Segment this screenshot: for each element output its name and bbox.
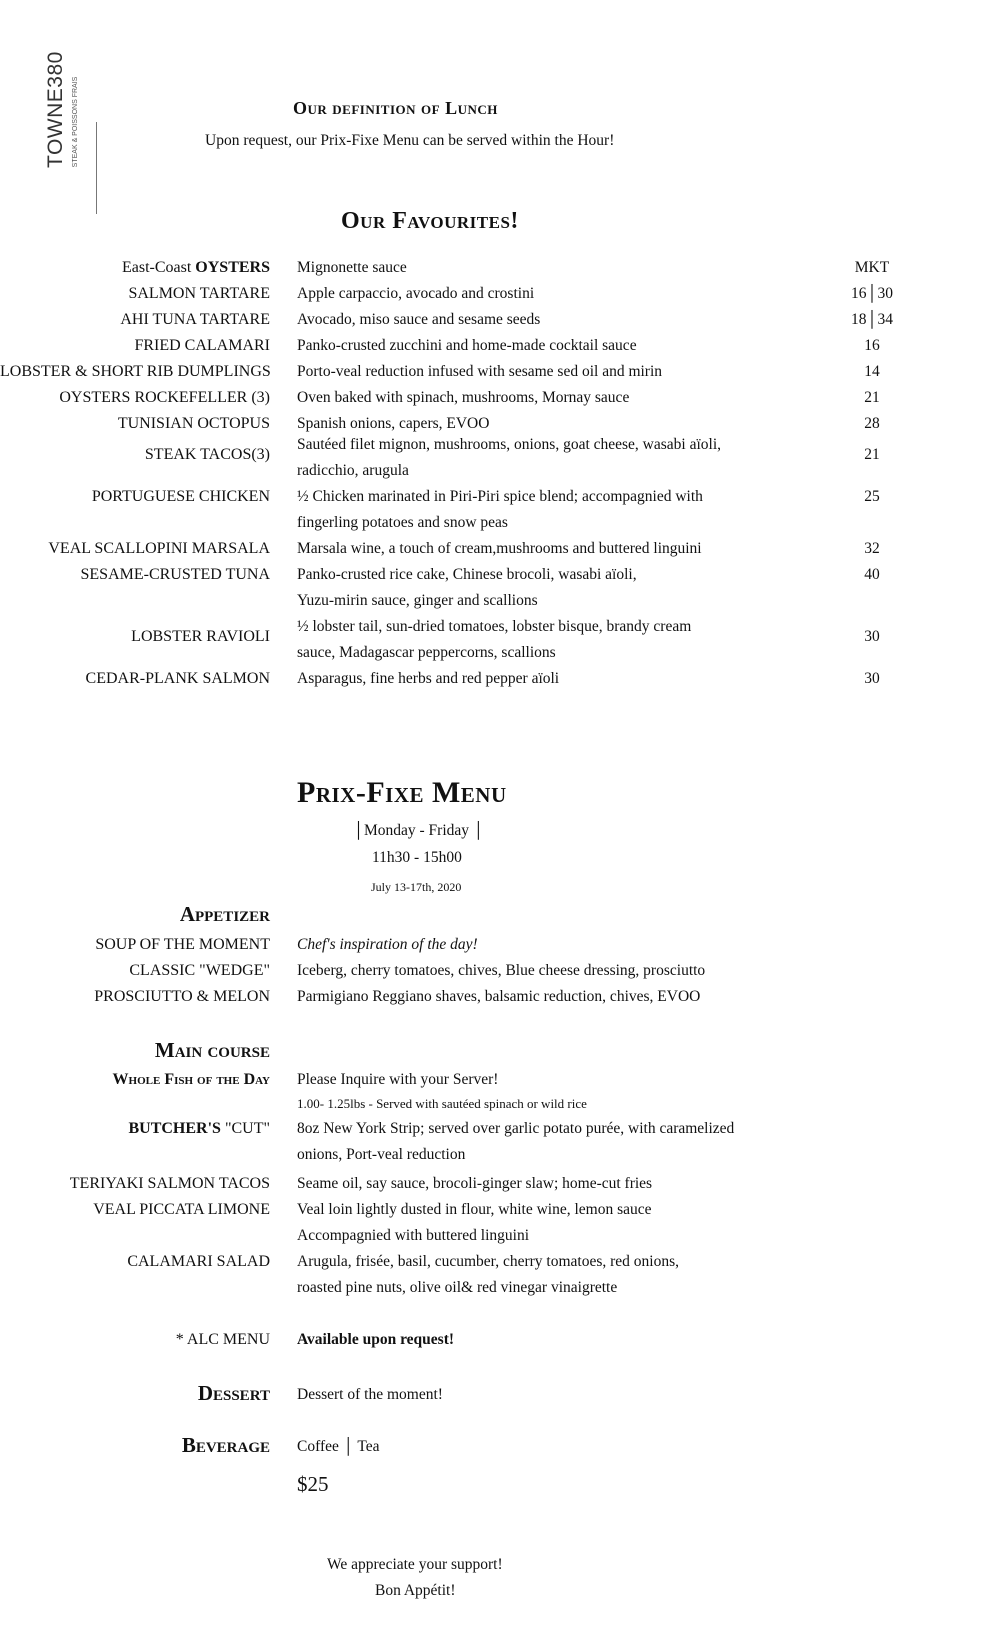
favourite-item-price: 25	[864, 488, 880, 505]
favourite-item-name: TUNISIAN OCTOPUS	[117, 415, 270, 432]
favourite-item-price: 16│30	[851, 285, 893, 302]
favourite-item-desc: Panko-crusted rice cake, Chinese brocoli, wasabi aïoli,	[297, 566, 637, 583]
favourite-item-desc-2: sauce, Madagascar peppercorns, scallions	[297, 644, 556, 661]
appetizer-item-1-name: SOUP OF THE MOMENT	[95, 936, 270, 953]
calamari-salad-desc: Arugula, frisée, basil, cucumber, cherry tomatoes, red onions,	[297, 1253, 680, 1270]
favourite-item-desc: ½ Chicken marinated in Piri-Piri spice blend; accompagnied with	[297, 488, 703, 505]
fish-of-day-name: Whole Fish of the Day	[112, 1071, 270, 1088]
butcher-cut-label: "CUT"	[224, 1120, 270, 1137]
prix-fixe-days: │Monday - Friday │	[353, 822, 484, 839]
favourite-item-desc-2: fingerling potatoes and snow peas	[297, 514, 508, 531]
restaurant-logo	[44, 51, 114, 214]
prix-fixe-dates: July 13-17th, 2020	[371, 880, 462, 894]
veal-piccata-desc-2: Accompagnied with buttered linguini	[297, 1227, 530, 1244]
appetizer-item-1-desc: Chef's inspiration of the day!	[297, 936, 478, 953]
dessert-heading: Dessert	[197, 1381, 270, 1405]
calamari-salad-name: CALAMARI SALAD	[127, 1253, 270, 1270]
favourite-item-name: LOBSTER & SHORT RIB DUMPLINGS	[0, 363, 271, 380]
butcher-cut-name	[0, 1120, 270, 1138]
favourite-item-price: 16	[864, 337, 880, 354]
favourite-item-price: 30	[864, 628, 880, 645]
favourite-item-desc: Spanish onions, capers, EVOO	[297, 415, 490, 432]
butcher-cut-desc-2: onions, Port-veal reduction	[297, 1146, 466, 1163]
favourite-item-desc: Avocado, miso sauce and sesame seeds	[297, 311, 541, 328]
favourite-item-price: 32	[864, 540, 880, 557]
favourite-item-desc: Mignonette sauce	[297, 259, 407, 276]
favourite-item-name: FRIED CALAMARI	[134, 337, 270, 354]
footer-thanks: We appreciate your support!	[327, 1556, 503, 1573]
oysters-label: OYSTERS	[195, 259, 270, 276]
butcher-label: BUTCHER'S	[128, 1120, 221, 1137]
logo-divider	[96, 122, 97, 214]
favourite-item-desc-2: Yuzu-mirin sauce, ginger and scallions	[297, 592, 538, 609]
main-course-heading: Main course	[154, 1038, 270, 1062]
favourite-item-name: CEDAR-PLANK SALMON	[85, 670, 270, 687]
favourite-item-price: 21	[864, 389, 880, 406]
prix-fixe-title: Prix-Fixe Menu	[297, 776, 507, 809]
appetizer-heading: Appetizer	[179, 902, 270, 926]
butcher-cut-desc: 8oz New York Strip; served over garlic potato purée, with caramelized	[297, 1120, 735, 1137]
appetizer-item-3-desc: Parmigiano Reggiano shaves, balsamic reduction, chives, EVOO	[297, 988, 701, 1005]
footer-bon-appetit: Bon Appétit!	[375, 1582, 456, 1599]
alc-menu-name: * ALC MENU	[175, 1331, 270, 1348]
fish-of-day-note: 1.00- 1.25lbs - Served with sautéed spinach or wild rice	[297, 1096, 587, 1111]
logo-tagline: STEAK & POISSONS FRAIS	[72, 76, 79, 168]
favourite-item-desc: Apple carpaccio, avocado and crostini	[297, 285, 535, 302]
favourite-item-desc-2: radicchio, arugula	[297, 462, 409, 479]
favourite-item-name: AHI TUNA TARTARE	[120, 311, 270, 328]
favourite-item-price: 18│34	[851, 311, 893, 328]
alc-menu-desc: Available upon request!	[297, 1331, 455, 1348]
appetizer-item-2-desc: Iceberg, cherry tomatoes, chives, Blue cheese dressing, prosciutto	[297, 962, 706, 979]
favourite-item-name: VEAL SCALLOPINI MARSALA	[48, 540, 270, 557]
prix-fixe-hours: 11h30 - 15h00	[372, 849, 462, 866]
favourite-item-name: STEAK TACOS(3)	[144, 446, 270, 463]
favourite-item-price: MKT	[854, 259, 890, 276]
favourite-item-price: 21	[864, 446, 880, 463]
lunch-subtitle: Upon request, our Prix-Fixe Menu can be served within the Hour!	[205, 132, 615, 149]
favourite-item-desc: Porto-veal reduction infused with sesame sed oil and mirin	[297, 363, 663, 380]
favourite-item-name: PORTUGUESE CHICKEN	[91, 488, 270, 505]
logo-wordmark: TOWNE380	[44, 51, 67, 168]
lunch-title: Our definition of Lunch	[293, 98, 498, 118]
favourite-item-price: 40	[864, 566, 880, 583]
favourite-item-desc: Marsala wine, a touch of cream,mushrooms and buttered linguini	[297, 540, 702, 557]
favourite-item-price: 14	[864, 363, 880, 380]
favourite-item-name	[0, 259, 270, 277]
beverage-desc: Coffee │ Tea	[297, 1438, 380, 1455]
teriyaki-desc: Seame oil, say sauce, brocoli-ginger slaw; home-cut fries	[297, 1175, 653, 1192]
calamari-salad-desc-2: roasted pine nuts, olive oil& red vinegar vinaigrette	[297, 1279, 618, 1296]
favourite-item-name: LOBSTER RAVIOLI	[131, 628, 270, 645]
appetizer-item-3-name: PROSCIUTTO & MELON	[94, 988, 270, 1005]
favourite-item-desc: Oven baked with spinach, mushrooms, Mornay sauce	[297, 389, 630, 406]
fish-of-day-desc: Please Inquire with your Server!	[297, 1071, 499, 1088]
favourite-item-desc: Asparagus, fine herbs and red pepper aïoli	[297, 670, 560, 687]
favourite-item-desc: Sautéed filet mignon, mushrooms, onions, goat cheese, wasabi aïoli,	[297, 436, 722, 453]
favourite-item-desc: ½ lobster tail, sun-dried tomatoes, lobster bisque, brandy cream	[297, 618, 692, 635]
favourite-item-price: 28	[864, 415, 880, 432]
prix-fixe-price: $25	[297, 1472, 329, 1496]
appetizer-item-2-name: CLASSIC "WEDGE"	[129, 962, 270, 979]
favourite-item-name: OYSTERS ROCKEFELLER (3)	[59, 389, 270, 406]
favourite-item-name: SALMON TARTARE	[128, 285, 270, 302]
favourite-item-price: 30	[864, 670, 880, 687]
favourite-item-name: SESAME-CRUSTED TUNA	[80, 566, 270, 583]
veal-piccata-name: VEAL PICCATA LIMONE	[93, 1201, 270, 1218]
dessert-desc: Dessert of the moment!	[297, 1386, 443, 1403]
favourite-item-desc: Panko-crusted zucchini and home-made cocktail sauce	[297, 337, 637, 354]
oysters-prefix: East-Coast	[121, 259, 192, 276]
teriyaki-name: TERIYAKI SALMON TACOS	[69, 1175, 270, 1192]
favourites-title: Our Favourites!	[341, 208, 519, 234]
beverage-heading: Beverage	[181, 1433, 270, 1457]
veal-piccata-desc: Veal loin lightly dusted in flour, white wine, lemon sauce	[297, 1201, 652, 1218]
